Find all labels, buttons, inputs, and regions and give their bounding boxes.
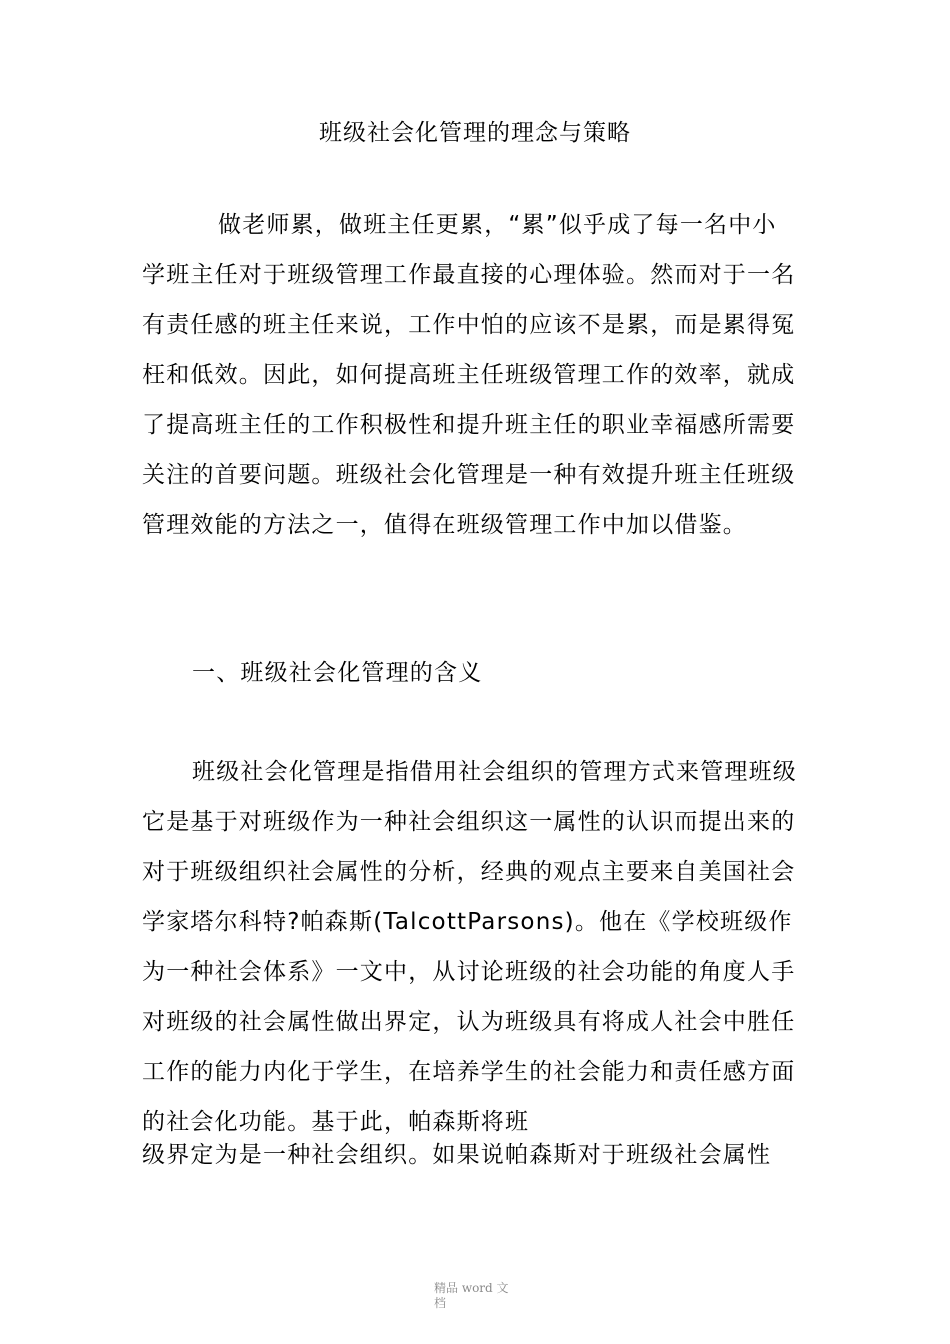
intro-line: 了提高班主任的工作积极性和提升班主任的职业幸福感所需要 [142, 412, 796, 438]
intro-line: 有责任感的班主任来说，工作中怕的应该不是累，而是累得冤 [142, 312, 796, 338]
body-line: 级界定为是一种社会组织。如果说帕森斯对于班级社会属性 [142, 1142, 772, 1168]
intro-line: 管理效能的方法之一，值得在班级管理工作中加以借鉴。 [142, 512, 747, 538]
footer-line: 档 [434, 1296, 447, 1310]
body-line: 的社会化功能。基于此，帕森斯将班 [142, 1109, 530, 1135]
body-line: 为一种社会体系》一文中，从讨论班级的社会功能的角度人手 [142, 959, 796, 985]
intro-line: 关注的首要问题。班级社会化管理是一种有效提升班主任班级 [142, 462, 796, 488]
body-line: 班级社会化管理是指借用社会组织的管理方式来管理班级 [192, 759, 797, 785]
body-line: 工作的能力内化于学生，在培养学生的社会能力和责任感方面 [142, 1059, 796, 1085]
intro-line: 学班主任对于班级管理工作最直接的心理体验。然而对于一名 [142, 262, 796, 288]
body-line: 它是基于对班级作为一种社会组织这一属性的认识而提出来的 [142, 809, 796, 835]
document-title: 班级社会化管理的理念与策略 [319, 120, 631, 146]
footer-line: 精品 word 文 [434, 1281, 509, 1295]
intro-line: 做老师累，做班主任更累，“累”似乎成了每一名中小 [218, 212, 777, 238]
footer-watermark [434, 1281, 514, 1311]
body-line: 学家塔尔科特?帕森斯(TalcottParsons)。他在《学校班级作 [142, 909, 793, 935]
body-line: 对班级的社会属性做出界定，认为班级具有将成人社会中胜任 [142, 1009, 796, 1035]
section-heading: 一、班级社会化管理的含义 [192, 660, 483, 686]
body-line: 对于班级组织社会属性的分析，经典的观点主要来自美国社会 [142, 859, 796, 885]
intro-line: 枉和低效。因此，如何提高班主任班级管理工作的效率，就成 [142, 362, 796, 388]
